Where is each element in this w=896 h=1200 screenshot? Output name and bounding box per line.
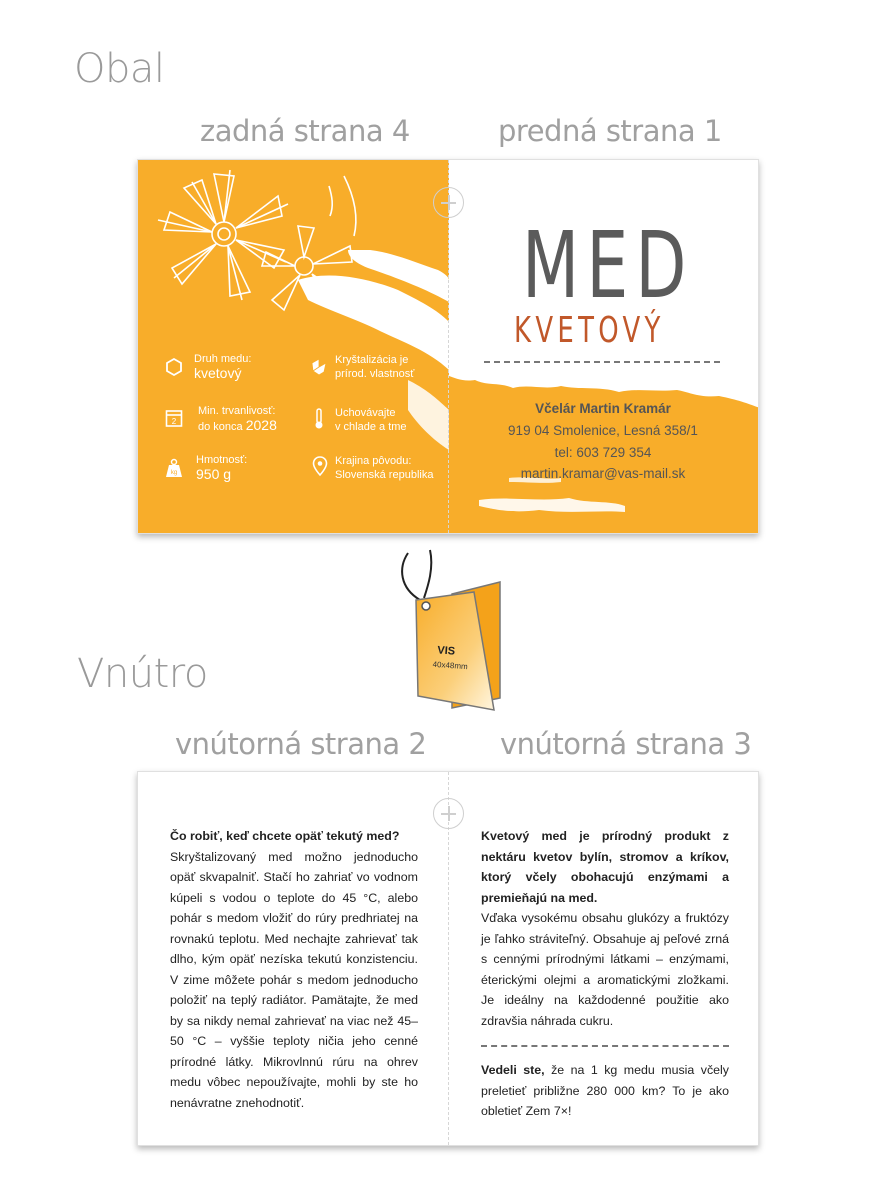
location-pin-icon — [312, 456, 328, 476]
left-body: Skryštalizovaný med možno jednoducho opäť skvapalniť. Stačí ho zahriať vo vodnom kúpeli s vodou o teplote do 45 °C, alebo pohár s medom vložiť do rúry predhriatej na rovnakú teplotu. Med nechajte zahrievať tak dlho, kým opäť nezíska tekutú konzistenciu. V zime môžete pohár s medom jednoducho položiť na teplý radiátor. Pamätajte, že med by sa nikdy nemal zahrievať na viac než 45–50 °C – vyššie teploty ničia jeho cenné prírodné látky. Mikrovlnnú rúru na ohrev medu vôbec nepoužívajte, mohli by ste ho nenávratne znehodnotiť. — [170, 849, 418, 1110]
inner-right-label: vnútorná strana 3 — [500, 727, 752, 761]
weight-label: Hmotnosť: — [196, 454, 248, 466]
right-body: Vďaka vysokému obsahu glukózy a fruktózy je ľahko stráviteľný. Obsahuje aj peľové zrná s cennými prírodnými látkami – enzýmami, éterickými olejmi a aromatickými zložkami. Je ideálny na každodenné použitie ako zdravšia náhrada cukru. — [481, 911, 729, 1028]
thermometer-icon — [313, 408, 325, 430]
storage-line-2: v chlade a tme — [335, 421, 407, 433]
storage-info — [335, 406, 407, 434]
svg-text:kg: kg — [170, 470, 178, 476]
beekeeper-email: martin.kramar@vas-mail.sk — [520, 466, 686, 481]
left-heading: Čo robiť, keď chcete opäť tekutý med? — [170, 829, 400, 843]
crystallization-info — [335, 353, 414, 381]
fact-body: že na 1 kg medu musia včely preletieť približne 280 000 km? To je ako obletieť Zem 7×! — [481, 1063, 729, 1118]
fact-divider — [481, 1045, 729, 1047]
product-subtitle: KVETOVÝ — [514, 310, 665, 351]
hexagon-icon — [165, 358, 183, 376]
crystal-line-2: prírod. vlastnosť — [335, 368, 415, 380]
honey-type-value: kvetový — [194, 365, 242, 381]
fold-marker-icon — [433, 187, 464, 218]
hang-tag-illustration — [390, 548, 510, 718]
beekeeper-phone: tel: 603 729 354 — [554, 445, 652, 460]
crystal-icon — [310, 358, 328, 376]
inner-right-column — [481, 826, 729, 1031]
inner-section-title: Vnútro — [77, 651, 208, 697]
weight-value: 950 g — [196, 466, 232, 482]
product-title: MED — [522, 212, 694, 319]
fact-box — [481, 1060, 729, 1122]
right-heading: Kvetový med je prírodný produkt z nektáru kvetov bylín, stromov a kríkov, ktorý včely obohacujú enzýmami a premieňajú na med. — [481, 829, 729, 905]
expiry-info — [198, 404, 277, 434]
svg-text:2: 2 — [171, 417, 177, 426]
beekeeper-address: 919 04 Smolenice, Lesná 358/1 — [508, 423, 698, 438]
inner-panel — [137, 771, 759, 1146]
honey-type-label: Druh medu: — [194, 353, 252, 365]
weight-info — [196, 453, 247, 481]
origin-value: Slovenská republika — [335, 469, 434, 481]
title-divider — [484, 361, 720, 363]
outer-cover-panel — [137, 159, 759, 534]
calendar-icon — [165, 408, 183, 428]
expiry-year: 2028 — [245, 417, 277, 433]
inner-left-column — [170, 826, 418, 1113]
storage-line-1: Uchovávajte — [335, 407, 396, 419]
beekeeper-name: Včelár Martin Kramár — [535, 401, 671, 416]
inner-left-label: vnútorná strana 2 — [175, 727, 427, 761]
fold-marker-icon — [433, 798, 464, 829]
expiry-prefix: do konca — [198, 421, 243, 433]
expiry-label: Min. trvanlivosť: — [198, 405, 276, 417]
front-page-label: predná strana 1 — [498, 114, 722, 148]
origin-label: Krajina pôvodu: — [335, 455, 412, 467]
honey-type-info — [194, 352, 251, 380]
back-page-label: zadná strana 4 — [200, 114, 410, 148]
crystal-line-1: Kryštalizácia je — [335, 354, 409, 366]
tag-name: VIS — [436, 644, 456, 658]
origin-info — [335, 454, 433, 482]
weight-icon — [165, 458, 183, 478]
tag-size: 40x48mm — [432, 659, 469, 672]
fact-heading: Vedeli ste, — [481, 1063, 545, 1077]
outer-section-title: Obal — [74, 46, 165, 92]
flower-illustration — [154, 166, 374, 316]
